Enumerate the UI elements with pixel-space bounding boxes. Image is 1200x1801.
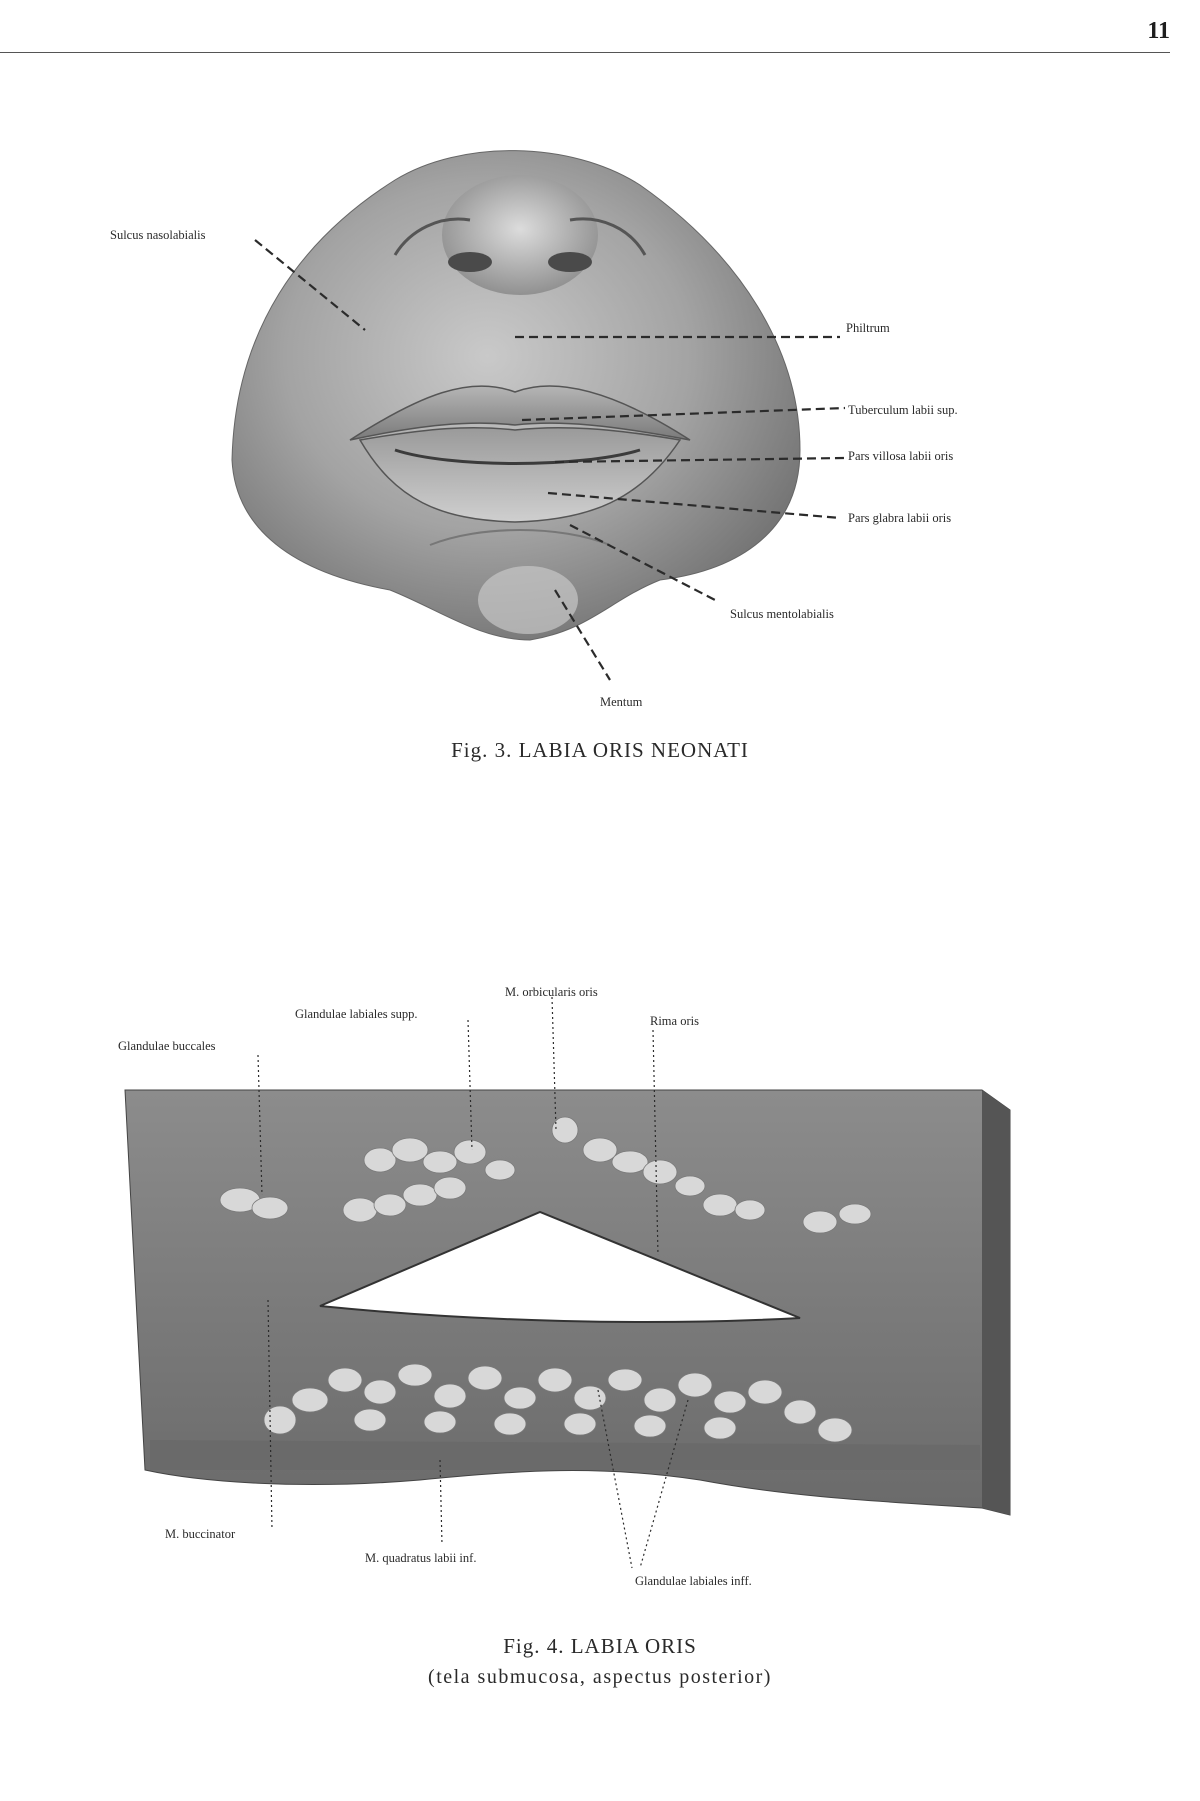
figure-4-subcaption: (tela submucosa, aspectus posterior) — [428, 1666, 772, 1688]
label-glandulae-buccales: Glandulae buccales — [118, 1039, 216, 1053]
label-philtrum: Philtrum — [846, 321, 890, 335]
face-drawing — [232, 151, 800, 640]
label-mentum: Mentum — [600, 695, 643, 709]
label-m-buccinator: M. buccinator — [165, 1527, 236, 1541]
page-number: 11 — [1147, 18, 1170, 44]
label-m-orbicularis: M. orbicularis oris — [505, 985, 598, 999]
label-glandulae-labiales-inff: Glandulae labiales inff. — [635, 1574, 752, 1588]
figure-4-illustration — [0, 960, 1200, 1600]
lips-tissue-drawing — [125, 1090, 1010, 1515]
figure-3-illustration — [0, 0, 1200, 760]
label-sulcus-mentolabialis: Sulcus mentolabialis — [730, 607, 834, 621]
label-m-quadratus: M. quadratus labii inf. — [365, 1551, 477, 1565]
figure-4-caption: Fig. 4. LABIA ORIS — [503, 1634, 697, 1658]
figure-3-caption: Fig. 3. LABIA ORIS NEONATI — [451, 738, 749, 762]
label-pars-glabra: Pars glabra labii oris — [848, 511, 952, 525]
label-glandulae-labiales-supp: Glandulae labiales supp. — [295, 1007, 418, 1021]
label-tuberculum: Tuberculum labii sup. — [848, 403, 958, 417]
label-sulcus-nasolabialis: Sulcus nasolabialis — [110, 228, 206, 242]
label-pars-villosa: Pars villosa labii oris — [848, 449, 954, 463]
label-rima-oris: Rima oris — [650, 1014, 699, 1028]
